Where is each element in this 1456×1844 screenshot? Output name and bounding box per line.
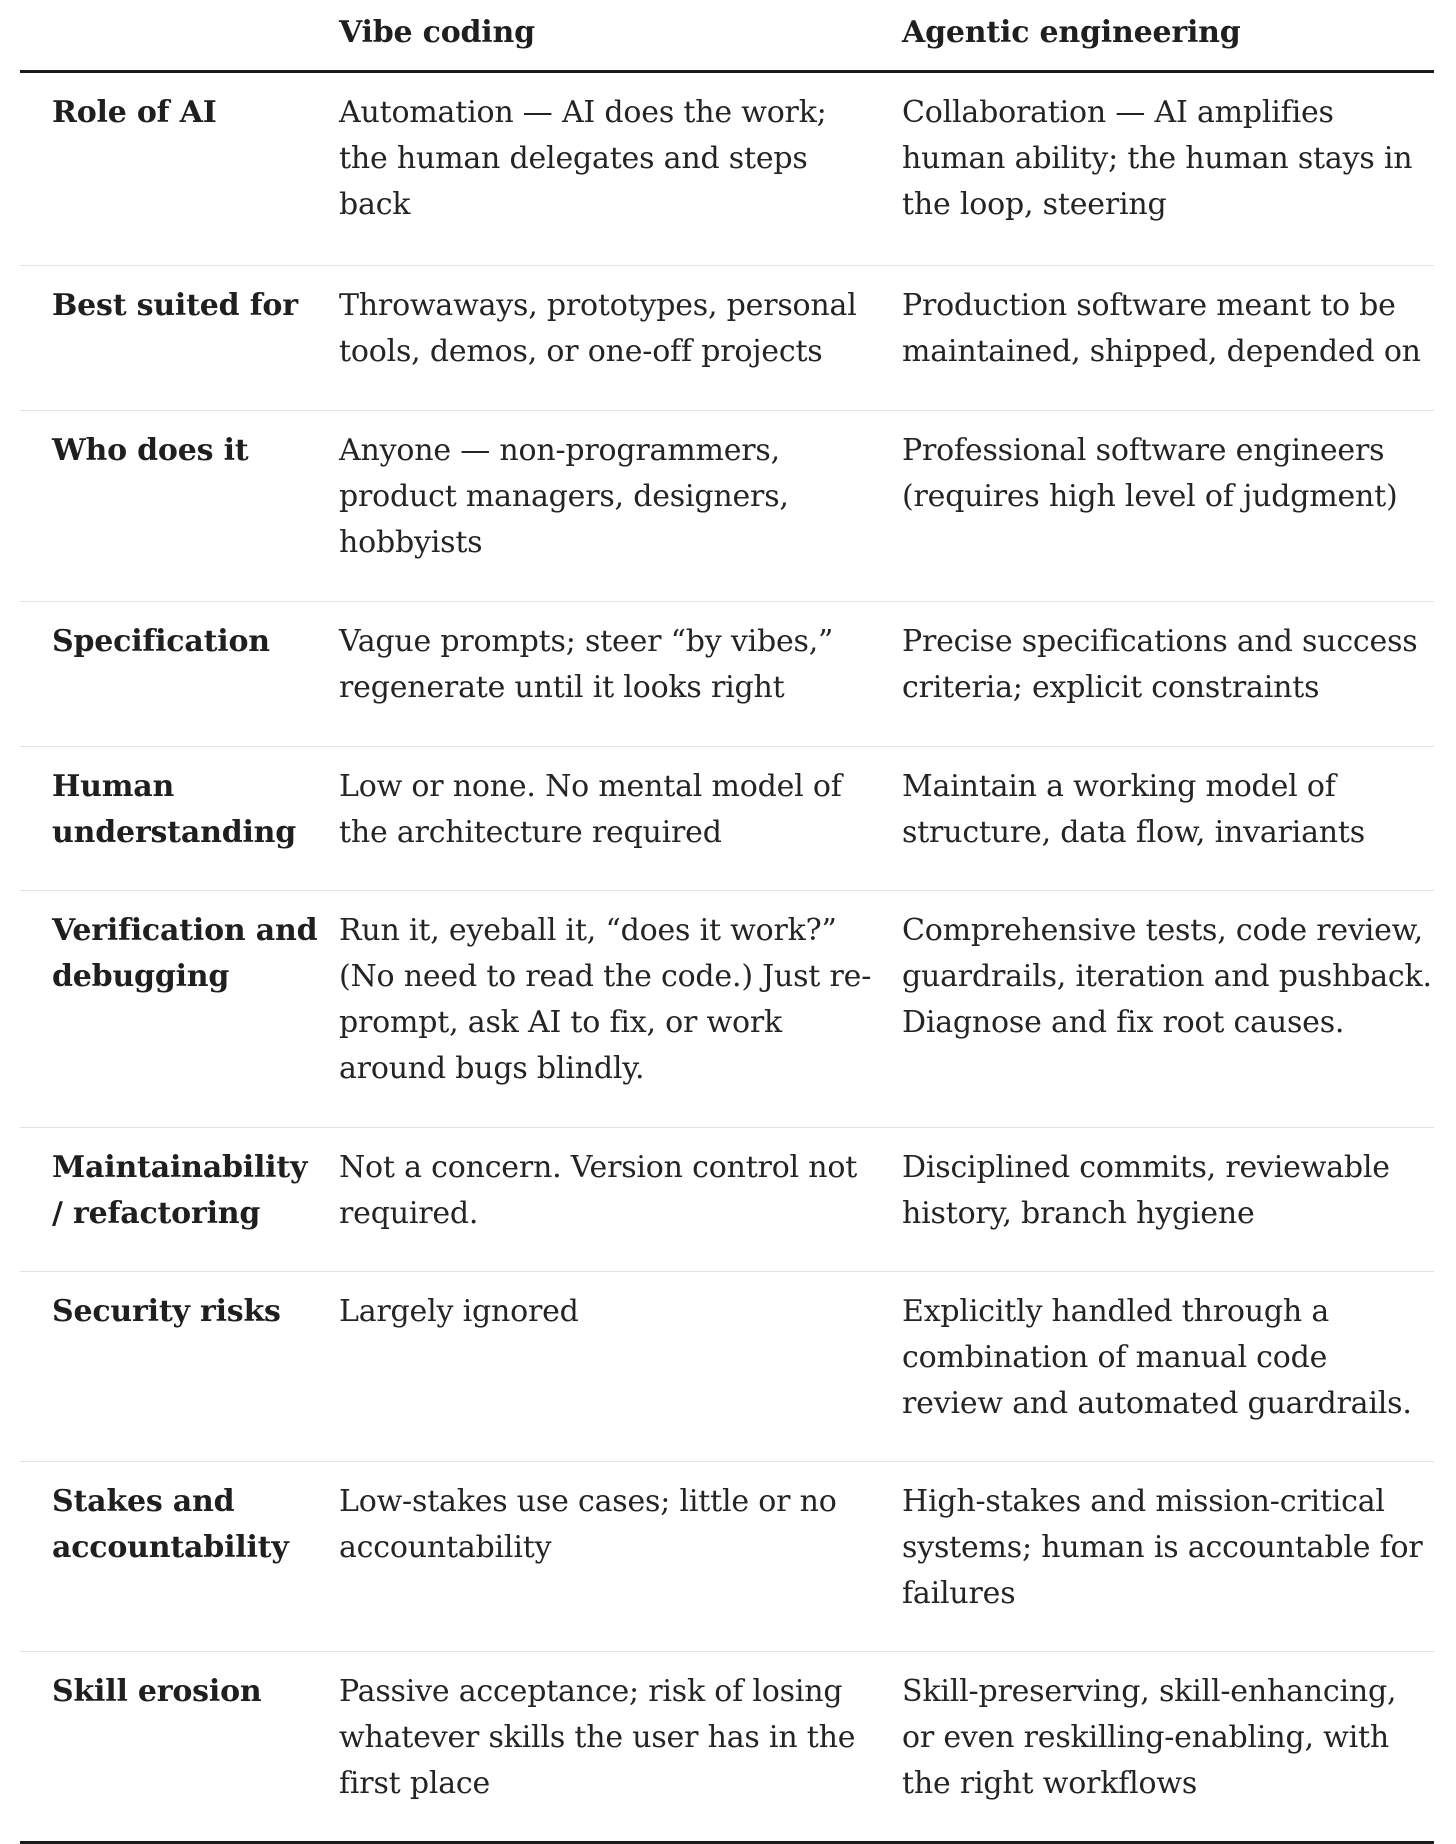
- row-label: Verification and debugging: [52, 913, 318, 994]
- header-agentic-engineering: Agentic engineering: [902, 15, 1241, 50]
- comparison-table: [20, 0, 1434, 1844]
- row-label: Best suited for: [52, 288, 298, 323]
- row-label: Skill erosion: [52, 1674, 262, 1709]
- vibe-coding-cell: Automation — AI does the work; the human delegates and steps back: [339, 95, 827, 222]
- agentic-engineering-cell: Professional software engineers (requires high level of judgment): [902, 433, 1398, 514]
- table-row: [20, 411, 1434, 602]
- row-label: Role of AI: [52, 95, 217, 130]
- agentic-engineering-cell: Maintain a working model of structure, data flow, invariants: [902, 769, 1365, 850]
- row-label: Specification: [52, 624, 270, 659]
- vibe-coding-cell: Low-stakes use cases; little or no accountability: [339, 1484, 837, 1565]
- agentic-engineering-cell: Collaboration — AI amplifies human ability; the human stays in the loop, steering: [902, 95, 1413, 222]
- table-row: [20, 747, 1434, 891]
- table-row: [20, 602, 1434, 747]
- vibe-coding-cell: Largely ignored: [339, 1294, 579, 1329]
- row-label: Human understanding: [52, 769, 297, 850]
- row-label: Security risks: [52, 1294, 281, 1329]
- agentic-engineering-cell: High-stakes and mission-critical systems; human is accountable for failures: [902, 1484, 1423, 1611]
- vibe-coding-cell: Not a concern. Version control not required.: [339, 1150, 858, 1231]
- row-label: Who does it: [52, 433, 249, 468]
- agentic-engineering-cell: Skill-preserving, skill-enhancing, or even reskilling-enabling, with the right workflows: [902, 1674, 1397, 1801]
- table-row: [20, 73, 1434, 266]
- agentic-engineering-cell: Production software meant to be maintained, shipped, depended on: [902, 288, 1421, 369]
- agentic-engineering-cell: Comprehensive tests, code review, guardrails, iteration and pushback. Diagnose and fix root causes.: [902, 913, 1432, 1040]
- table-row: [20, 1652, 1434, 1844]
- agentic-engineering-cell: Disciplined commits, reviewable history, branch hygiene: [902, 1150, 1390, 1231]
- row-label: Stakes and accountability: [52, 1484, 289, 1565]
- row-label: Maintainability / refactoring: [52, 1150, 308, 1231]
- vibe-coding-cell: Low or none. No mental model of the architecture required: [339, 769, 842, 850]
- table-row: [20, 891, 1434, 1128]
- table-header-row: [20, 0, 1434, 73]
- agentic-engineering-cell: Explicitly handled through a combination of manual code review and automated guardrails.: [902, 1294, 1412, 1421]
- vibe-coding-cell: Run it, eyeball it, “does it work?” (No need to read the code.) Just re-prompt, ask AI to fix, or work around bugs blindly.: [339, 913, 872, 1086]
- table-row: [20, 1272, 1434, 1462]
- vibe-coding-cell: Passive acceptance; risk of losing whatever skills the user has in the first place: [339, 1674, 856, 1801]
- agentic-engineering-cell: Precise specifications and success criteria; explicit constraints: [902, 624, 1418, 705]
- header-vibe-coding: Vibe coding: [339, 15, 535, 50]
- table-row: [20, 266, 1434, 411]
- table-row: [20, 1128, 1434, 1272]
- vibe-coding-cell: Vague prompts; steer “by vibes,” regenerate until it looks right: [339, 624, 834, 705]
- table-row: [20, 1462, 1434, 1652]
- vibe-coding-cell: Throwaways, prototypes, personal tools, demos, or one-off projects: [339, 288, 857, 369]
- vibe-coding-cell: Anyone — non-programmers, product managers, designers, hobbyists: [339, 433, 789, 560]
